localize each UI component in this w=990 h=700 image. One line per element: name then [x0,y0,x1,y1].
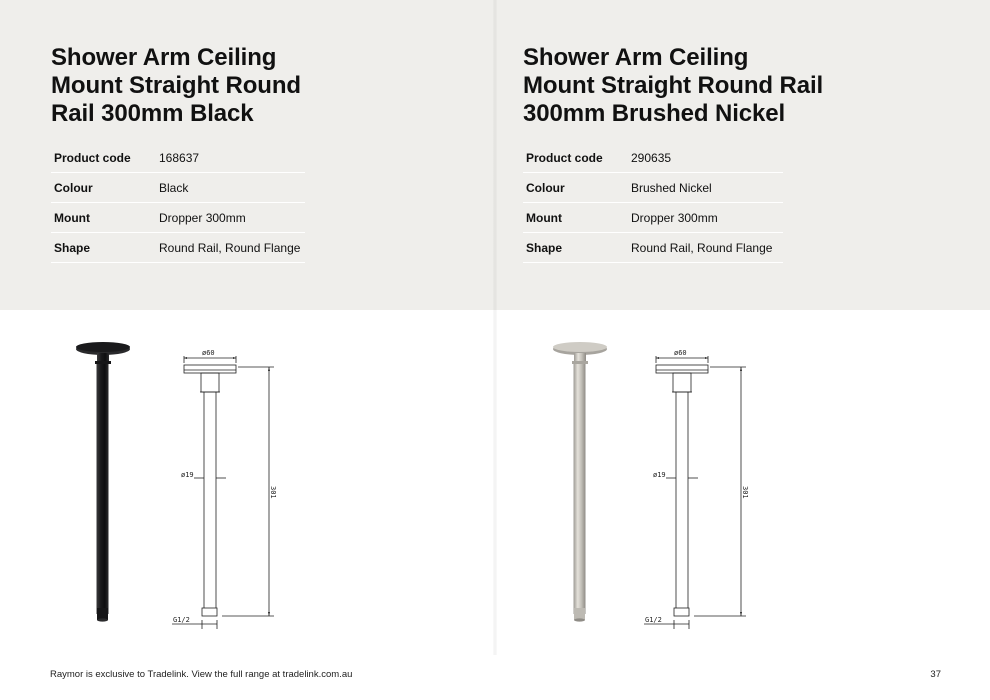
title-line: Shower Arm Ceiling [51,44,277,71]
spec-label: Product code [54,151,131,165]
spec-value: Brushed Nickel [631,181,712,195]
title-line: Mount Straight Round [51,72,301,99]
product-photo-nickel-arm [547,330,617,630]
spec-row-colour [51,173,305,203]
title-line: Rail 300mm Black [51,100,254,127]
dim-length-label: 301 [741,486,749,499]
spec-value: Round Rail, Round Flange [159,241,301,255]
spec-label: Shape [54,241,91,255]
column-divider [493,0,497,655]
spec-label: Colour [54,181,93,195]
spec-value: 168637 [159,151,200,165]
spec-value: Black [159,181,189,195]
spec-row-product-code [51,143,305,173]
dim-thread-label: G1/2 [645,616,662,624]
dim-flange-label: ø60 [674,349,687,357]
spec-value: Round Rail, Round Flange [631,241,773,255]
arm-shape [97,364,109,614]
title-line: Mount Straight Round Rail [523,72,824,99]
dim-flange-label: ø60 [202,349,215,357]
spec-table [51,143,305,263]
dim-arm-label: ø19 [181,471,194,479]
spec-label: Mount [54,211,90,225]
product-photo-black-arm [70,330,140,630]
arm-shape [574,364,586,614]
dim-arm-label: ø19 [653,471,666,479]
technical-drawing-nickel [640,330,755,630]
spec-row-shape [51,233,305,263]
spec-table [523,143,783,263]
spec-row-mount [51,203,305,233]
product-title [51,44,351,128]
dim-thread-label: G1/2 [173,616,190,624]
product-title [523,44,843,128]
title-line: 300mm Brushed Nickel [523,100,786,127]
spec-label: Product code [526,151,603,165]
spec-label: Mount [526,211,562,225]
product-card-black [51,44,351,255]
spec-value: 290635 [631,151,672,165]
page-number: 37 [930,669,941,680]
dim-length-label: 301 [269,486,277,499]
technical-drawing-black [168,330,283,630]
spec-value: Dropper 300mm [159,211,246,225]
title-line: Shower Arm Ceiling [523,44,749,71]
spec-row-colour [523,173,783,203]
spec-row-product-code [523,143,783,173]
footer-note: Raymor is exclusive to Tradelink. View the full range at tradelink.com.au [50,669,353,680]
spec-label: Shape [526,241,563,255]
product-card-brushed-nickel [523,44,843,255]
spec-label: Colour [526,181,565,195]
spec-value: Dropper 300mm [631,211,718,225]
spec-row-shape [523,233,783,263]
spec-row-mount [523,203,783,233]
